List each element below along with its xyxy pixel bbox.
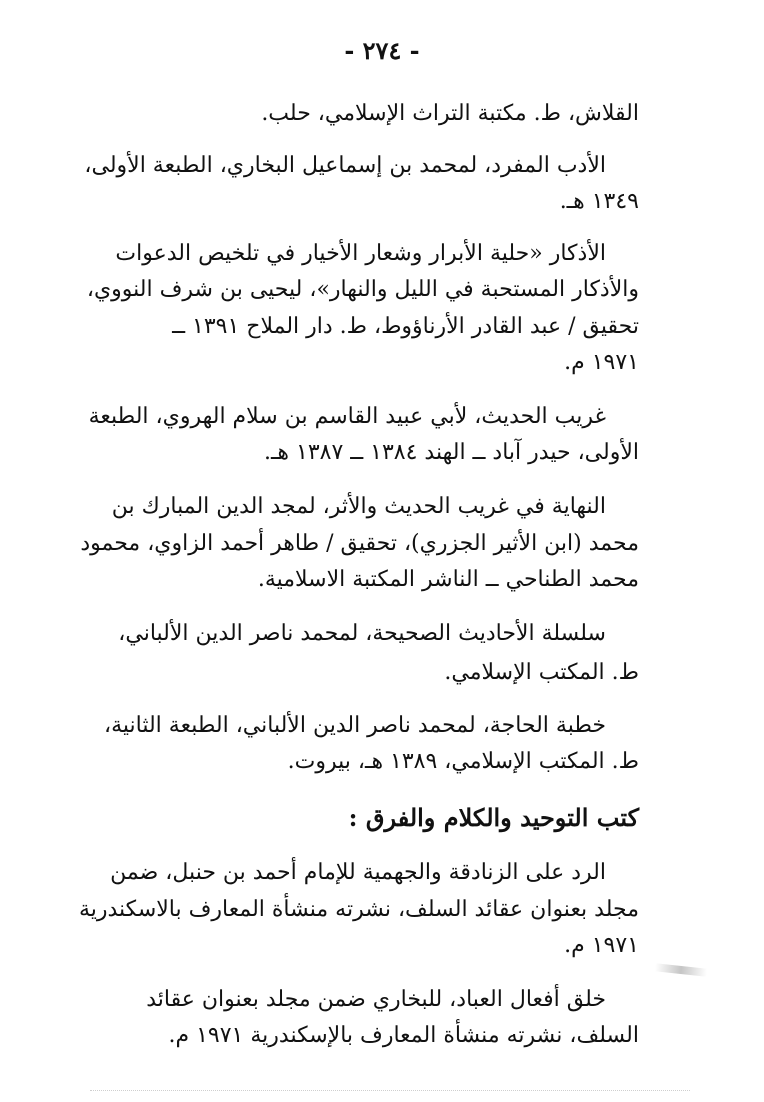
text-line: الأذكار «حلية الأبرار وشعار الأخيار في تلخيص الدعوات: [115, 241, 606, 266]
text-line: غريب الحديث، لأبي عبيد القاسم بن سلام الهروي، الطبعة: [88, 404, 606, 429]
text-line: ط. المكتب الإسلامي.: [444, 660, 639, 685]
text-line: القلاش، ط. مكتبة التراث الإسلامي، حلب.: [261, 101, 639, 126]
text-line: النهاية في غريب الحديث والأثر، لمجد الدين المبارك بن: [111, 494, 606, 519]
text-line: تحقيق / عبد القادر الأرناؤوط، ط. دار الملاح ١٣٩١ ــ: [172, 314, 639, 339]
text-line: الأولى، حيدر آباد ــ الهند ١٣٨٤ ــ ١٣٨٧ هـ.: [263, 440, 639, 465]
text-line: سلسلة الأحاديث الصحيحة، لمحمد ناصر الدين الألباني،: [118, 621, 606, 646]
text-line: والأذكار المستحبة في الليل والنهار»، ليحيى بن شرف النووي،: [86, 277, 639, 302]
text-line: مجلد بعنوان عقائد السلف، نشرته منشأة المعارف بالاسكندرية: [78, 897, 639, 922]
text-line: محمد (ابن الأثير الجزري)، تحقيق / طاهر أحمد الزاوي، محمود: [80, 531, 639, 556]
text-line: ١٩٧١ م.: [564, 933, 639, 958]
text-line: خطبة الحاجة، لمحمد ناصر الدين الألباني، الطبعة الثانية،: [103, 713, 606, 738]
section-heading: كتب التوحيد والكلام والفرق :: [348, 803, 639, 832]
scan-edge: [90, 1090, 690, 1092]
text-line: الرد على الزنادقة والجهمية للإمام أحمد بن حنبل، ضمن: [110, 860, 606, 885]
text-line: ١٩٧١ م.: [564, 350, 639, 375]
text-line: ١٣٤٩ هـ.: [559, 189, 639, 214]
page-number: - ٢٧٤ -: [344, 36, 420, 65]
scan-smudge: [655, 963, 708, 976]
text-line: خلق أفعال العباد، للبخاري ضمن مجلد بعنوان عقائد: [146, 987, 606, 1012]
text-line: ط. المكتب الإسلامي، ١٣٨٩ هـ، بيروت.: [287, 749, 639, 774]
text-line: الأدب المفرد، لمحمد بن إسماعيل البخاري، الطبعة الأولى،: [84, 153, 606, 178]
text-line: محمد الطناحي ــ الناشر المكتبة الاسلامية.: [257, 567, 639, 592]
text-line: السلف، نشرته منشأة المعارف بالإسكندرية ١٩٧١ م.: [168, 1023, 639, 1048]
